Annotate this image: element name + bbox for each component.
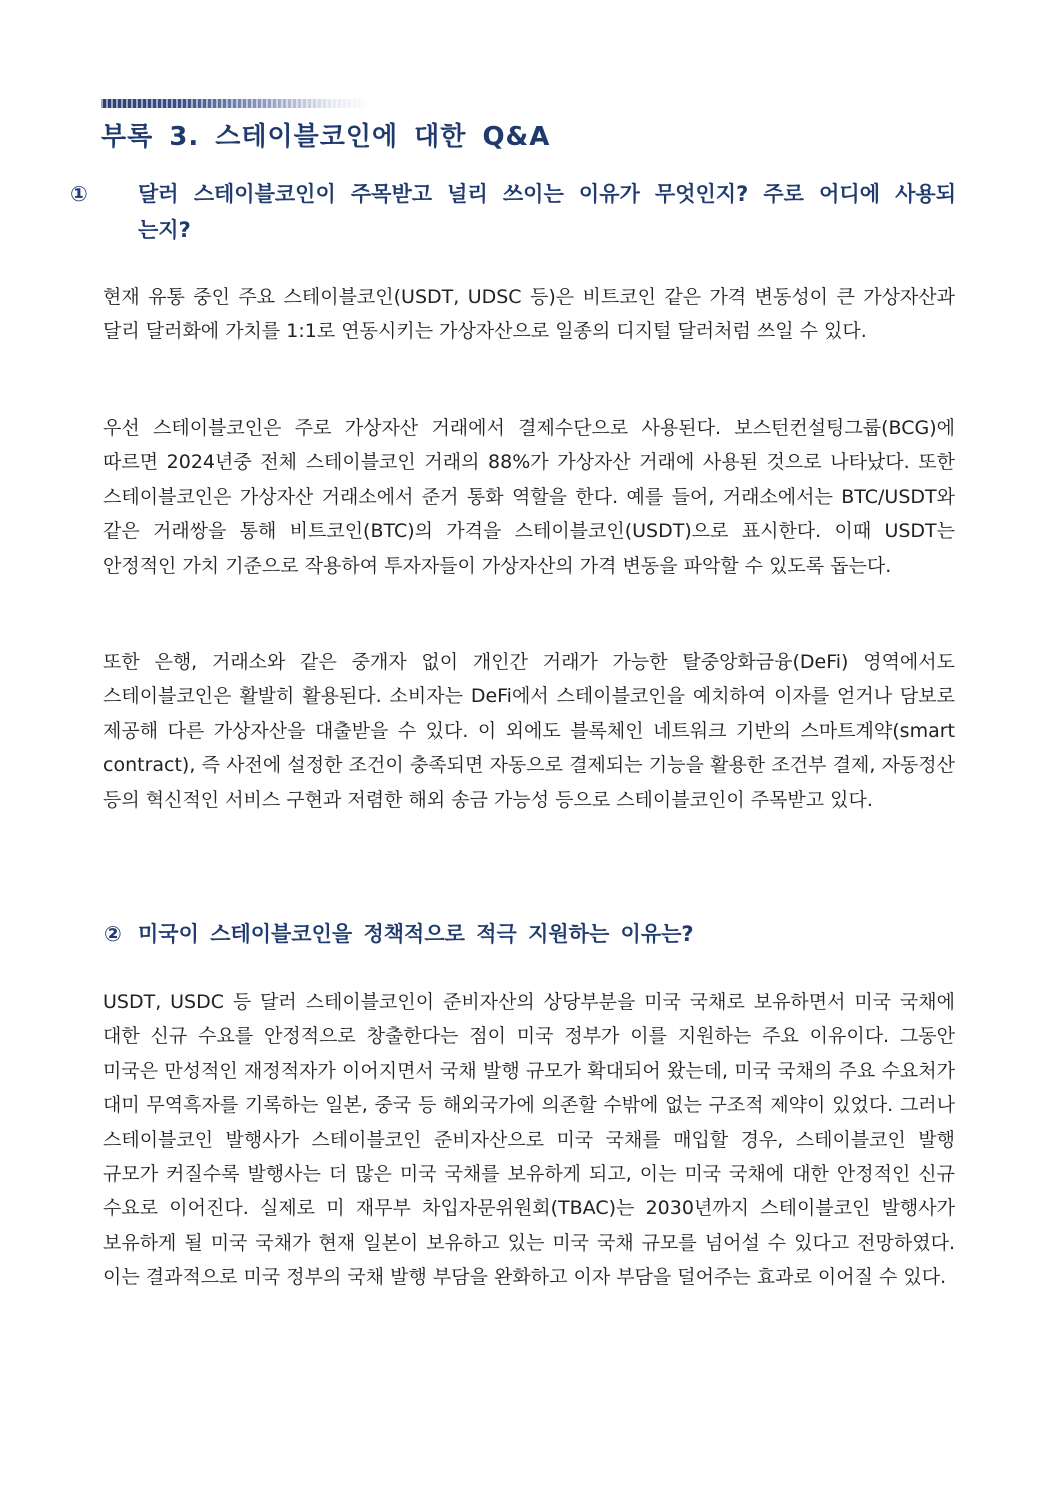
question-2-number: ② xyxy=(104,922,122,946)
question-2-text: 미국이 스테이블코인을 정책적으로 적극 지원하는 이유는? xyxy=(138,922,694,946)
appendix-title: 부록 3. 스테이블코인에 대한 Q&A xyxy=(101,122,551,152)
answer-2-paragraph-1: USDT, USDC 등 달러 스테이블코인이 준비자산의 상당부분을 미국 국채로 보유하면서 미국 국채에 대한 신규 수요를 안정적으로 창출한다는 점이 미국 정부가 이를 지원하는 주요 이유이다. 그동안 미국은 만성적인 재정적자가 이어지면서 국채 발행 규모가 확대되어 왔는데, 미국 국채의 주요 수요처가 대미 무역흑자를 기록하는 일본, 중국 등 해외국가에 의존할 수밖에 없는 구조적 제약이 있었다. 그러나 스테이블코인 발행사가 스테이블코인 준비자산으로 미국 국채를 매입할 경우, 스테이블코인 발행 규모가 커질수록 발행사는 더 많은 미국 국채를 보유하게 되고, 이는 미국 국채에 대한 안정적인 신규 수요로 이어진다. 실제로 미 재무부 차입자문위원회(TBAC)는 2030년까지 스테이블코인 발행사가 보유하게 될 미국 국채가 현재 일본이 보유하고 있는 미국 국채 규모를 넘어설 수 있다고 전망하였다. 이는 결과적으로 미국 정부의 국채 발행 부담을 완화하고 이자 부담을 덜어주는 효과로 이어질 수 있다. xyxy=(103,991,955,1289)
answer-1-paragraph-2: 우선 스테이블코인은 주로 가상자산 거래에서 결제수단으로 사용된다. 보스턴컨설팅그룹(BCG)에 따르면 2024년중 전체 스테이블코인 거래의 88%가 가상자산 거래에 사용된 것으로 나타났다. 또한 스테이블코인은 가상자산 거래소에서 준거 통화 역할을 한다. 예를 들어, 거래소에서는 BTC/USDT와 같은 거래쌍을 통해 비트코인(BTC)의 가격을 스테이블코인(USDT)으로 표시한다. 이때 USDT는 안정적인 가치 기준으로 작용하여 투자자들이 가상자산의 가격 변동을 파악할 수 있도록 돕는다. xyxy=(103,417,955,577)
header-decoration-bar xyxy=(101,99,373,108)
answer-1-paragraph-3: 또한 은행, 거래소와 같은 중개자 없이 개인간 거래가 가능한 탈중앙화금융(DeFi) 영역에서도 스테이블코인은 활발히 활용된다. 소비자는 DeFi에서 스테이블코인을 예치하여 이자를 얻거나 담보로 제공해 다른 가상자산을 대출받을 수 있다. 이 외에도 블록체인 네트워크 기반의 스마트계약(smart contract), 즉 사전에 설정한 조건이 충족되면 자동으로 결제되는 기능을 활용한 조건부 결제, 자동정산 등의 혁신적인 서비스 구현과 저렴한 해외 송금 가능성 등으로 스테이블코인이 주목받고 있다. xyxy=(103,651,955,811)
question-1-number: ① xyxy=(70,182,88,206)
answer-1-paragraph-1: 현재 유통 중인 주요 스테이블코인(USDT, UDSC 등)은 비트코인 같은 가격 변동성이 큰 가상자산과 달리 달러화에 가치를 1:1로 연동시키는 가상자산으로 일종의 디지털 달러처럼 쓰일 수 있다. xyxy=(103,286,955,343)
question-1-heading xyxy=(70,176,956,248)
question-2-heading xyxy=(104,916,956,952)
question-1-text: 달러 스테이블코인이 주목받고 널리 쓰이는 이유가 무엇인지? 주로 어디에 사용되는지? xyxy=(138,182,956,242)
